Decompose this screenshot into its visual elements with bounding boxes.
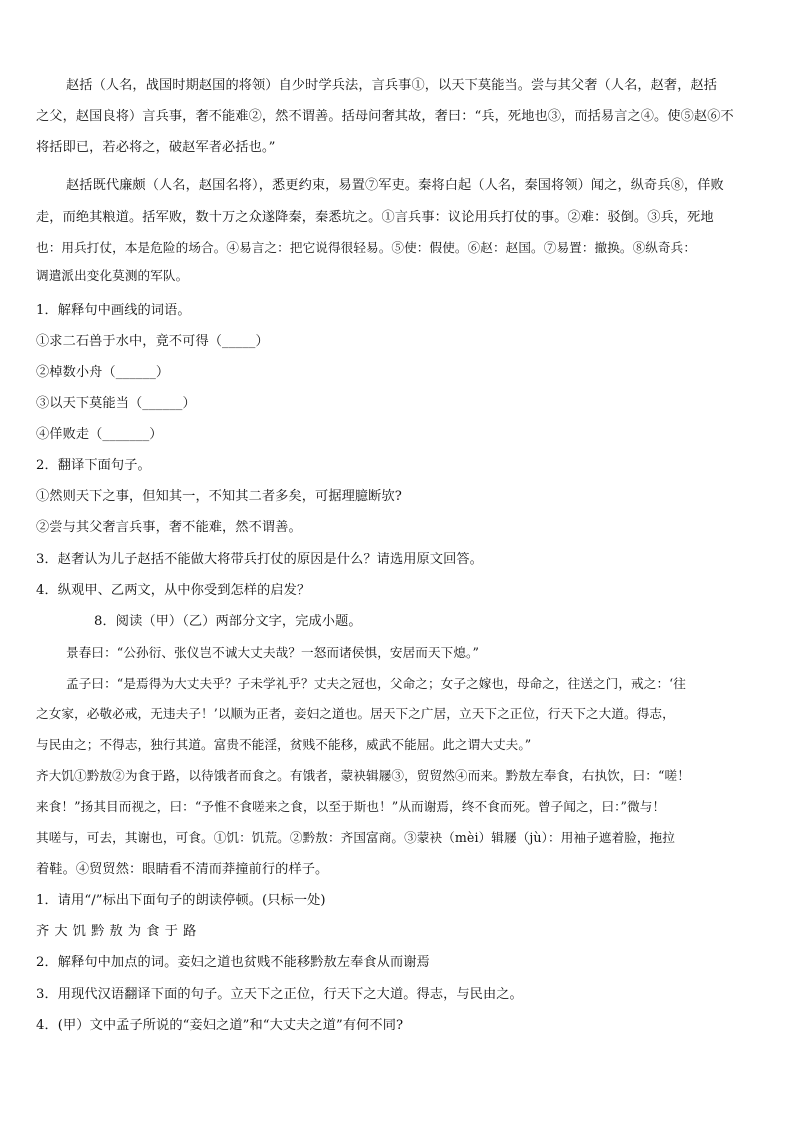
question-a-2-item-1: ①然则天下之事，但知其一，不知其二者多矣，可据理臆断欤? xyxy=(36,489,402,504)
section-8-line-8: 着鞋。④贸贸然：眼睛看不清而莽撞前行的样子。 xyxy=(36,862,329,877)
question-a-2-item-2: ②尝与其父奢言兵事，奢不能难，然不谓善。 xyxy=(36,520,302,535)
passage-a-line-3: 将括即已，若必将之，破赵军者必括也。” xyxy=(36,140,276,155)
passage-a-line-5: 走，而绝其粮道。括军败，数十万之众遂降秦，秦悉坑之。①言兵事：议论用兵打仗的事。②难：驳倒。③兵，死地 xyxy=(36,210,714,225)
section-8-line-3: 之女家，必敬必戒，无违夫子！’以顺为正者，妾妇之道也。居天下之广居，立天下之正位，行天下之大道。得志， xyxy=(36,706,675,721)
passage-a-line-6: 也：用兵打仗，本是危险的场合。④易言之：把它说得很轻易。⑤使：假使。⑥赵：赵国。⑦易置：撤换。⑧纵奇兵： xyxy=(36,240,697,255)
question-a-1-item-2: ②棹数小舟（______） xyxy=(36,365,170,380)
question-a-1: 1．解释句中画线的词语。 xyxy=(36,303,191,318)
question-b-3: 3．用现代汉语翻译下面的句子。立天下之正位，行天下之大道。得志，与民由之。 xyxy=(36,987,523,1002)
question-b-2: 2．解释句中加点的词。妾妇之道也贫贱不能移黔敖左奉食从而谢焉 xyxy=(36,955,430,970)
question-b-1: 1．请用“/”标出下面句子的朗读停顿。(只标一处) xyxy=(36,893,326,908)
question-a-1-item-3: ③以天下莫能当（______） xyxy=(36,396,196,411)
section-8-line-6: 来食！”扬其目而视之，曰：“予惟不食嗟来之食，以至于斯也！”从而谢焉，终不食而死。曾子闻之，曰：”微与！ xyxy=(36,799,666,814)
passage-a-line-1: 赵括（人名，战国时期赵国的将领）自少时学兵法，言兵事①，以天下莫能当。尝与其父奢（人名，赵奢，赵括 xyxy=(66,78,718,93)
section-8-heading: 8．阅读（甲）（乙）两部分文字，完成小题。 xyxy=(94,614,362,629)
question-b-4: 4．(甲）文中孟子所说的“妾妇之道”和“大丈夫之道”有何不同? xyxy=(36,1018,404,1033)
section-8-line-5: 齐大饥①黔敖②为食于路，以待饿者而食之。有饿者，蒙袂辑屦③，贸贸然④而来。黔敖左奉食，右执饮，曰：“嗟！ xyxy=(36,768,690,783)
section-8-line-7: 其嗟与，可去，其谢也，可食。①饥：饥荒。②黔敖：齐国富商。③蒙袂（mèi）辑屦（jù）：用袖子遮着脸，拖拉 xyxy=(36,830,675,845)
section-8-line-1: 景春曰：“公孙衍、张仪岂不诚大丈夫哉？一怒而诸侯惧，安居而天下熄。” xyxy=(66,645,479,660)
question-a-4: 4．纵观甲、乙两文，从中你受到怎样的启发？ xyxy=(36,583,311,598)
question-a-1-item-1: ①求二石兽于水中，竟不可得（_____） xyxy=(36,334,269,349)
question-a-3: 3．赵奢认为儿子赵括不能做大将带兵打仗的原因是什么？请选用原文回答。 xyxy=(36,552,483,567)
passage-a-line-7: 调遣派出变化莫测的军队。 xyxy=(36,268,189,283)
passage-a-line-4: 赵括既代廉颇（人名，赵国名将），悉更约束，易置⑦军吏。秦将白起（人名，秦国将领）闻之，纵奇兵⑧，佯败 xyxy=(66,178,724,193)
passage-a-line-2: 之父，赵国良将）言兵事，奢不能难②，然不谓善。括母问奢其故，奢曰：“兵，死地也③，而括易言之④。使⑤赵⑥不 xyxy=(36,109,734,124)
section-8-line-2: 孟子曰：“是焉得为大丈夫乎？子未学礼乎？丈夫之冠也，父命之；女子之嫁也，母命之，往送之门，戒之：‘往 xyxy=(66,676,686,691)
section-8-line-4: 与民由之；不得志，独行其道。富贵不能淫，贫贱不能移，威武不能屈。此之谓大丈夫。” xyxy=(36,737,532,752)
question-b-1-sentence: 齐大饥黔敖为食于路 xyxy=(36,924,202,939)
question-a-2: 2．翻译下面句子。 xyxy=(36,458,151,473)
question-a-1-item-4: ④佯败走（_______） xyxy=(36,427,163,442)
